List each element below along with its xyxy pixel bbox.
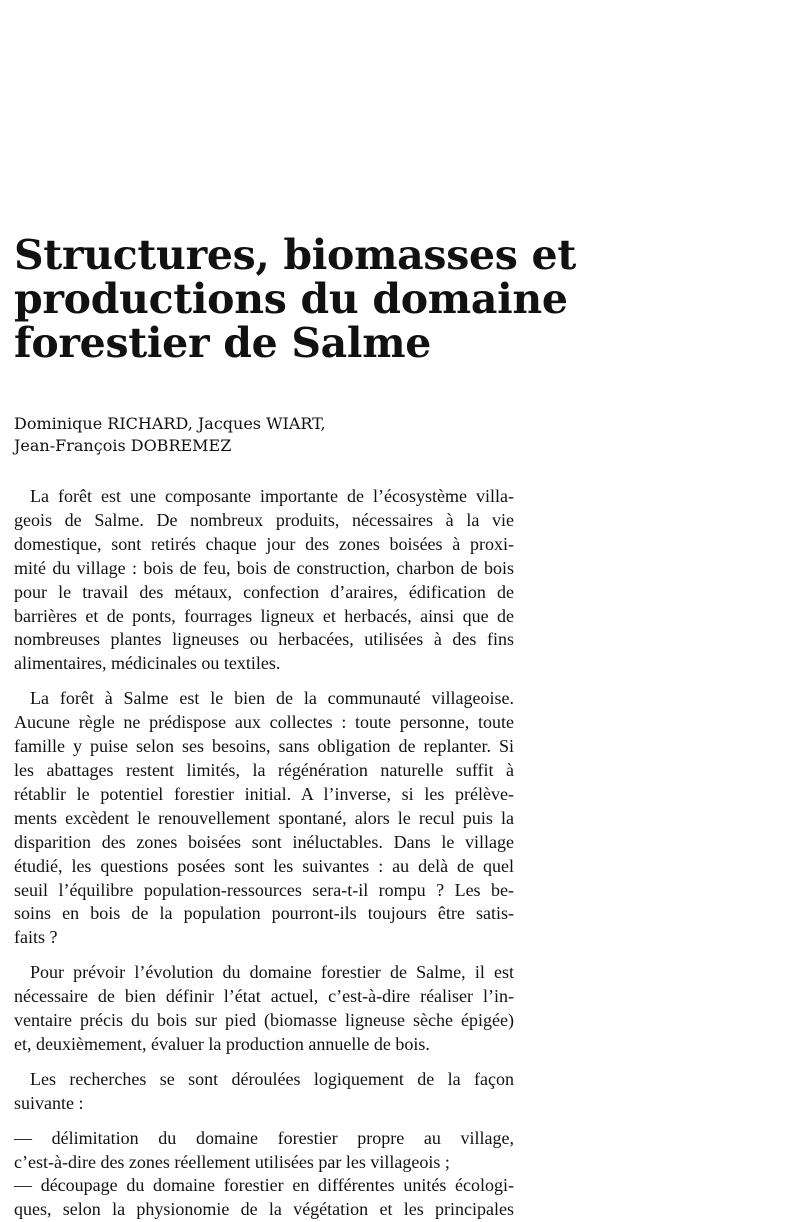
text-line: c’est-à-dire des zones réellement utilisées par les villageois ; — [14, 1151, 450, 1172]
list-item — [14, 1174, 514, 1222]
text-line: nécessaire de bien définir l’état actuel, c’est-à-dire réaliser l’in- — [14, 986, 514, 1007]
text-line: — délimitation du domaine forestier propre au village, — [14, 1127, 514, 1148]
title-line: Structures, biomasses et — [14, 231, 576, 279]
article-title — [14, 231, 576, 367]
title-line: productions du domaine — [14, 275, 568, 323]
title-line: forestier de Salme — [14, 319, 432, 367]
text-line: les abattages restent limités, la régénération naturelle suffit à — [14, 759, 514, 780]
author-list — [14, 413, 514, 456]
paragraph-4 — [14, 1068, 514, 1116]
text-line: alimentaires, médicinales ou textiles. — [14, 653, 281, 674]
text-line: domestique, sont retirés chaque jour des zones boisées à proxi- — [14, 533, 514, 554]
text-line: disparition des zones boisées sont inéluctables. Dans le village — [14, 831, 514, 852]
author-line: Dominique RICHARD, Jacques WIART, — [14, 414, 326, 433]
list-item — [14, 1127, 514, 1175]
text-line: famille y puise selon ses besoins, sans obligation de replanter. Si — [14, 736, 514, 757]
paragraph-2 — [14, 687, 514, 950]
text-line: geois de Salme. De nombreux produits, nécessaires à la vie — [14, 509, 514, 530]
article-page — [14, 231, 576, 1222]
text-line: Pour prévoir l’évolution du domaine forestier de Salme, il est — [30, 962, 514, 983]
text-line: La forêt à Salme est le bien de la communauté villageoise. — [30, 688, 514, 709]
text-line: soins en bois de la population pourront-ils toujours être satis- — [14, 903, 514, 924]
text-line: suivante : — [14, 1092, 84, 1113]
text-line: pour le travail des métaux, confection d’araires, édification de — [14, 581, 514, 602]
text-line: — découpage du domaine forestier en différentes unités écologi- — [14, 1175, 514, 1196]
text-line: La forêt est une composante importante de l’écosystème villa- — [30, 486, 514, 506]
article-body — [14, 485, 514, 1222]
text-line: étudié, les questions posées sont les suivantes : au delà de quel — [14, 855, 514, 876]
author-line: Jean-François DOBREMEZ — [14, 435, 232, 455]
text-line: rétablir le potentiel forestier initial. A l’inverse, si les prélève- — [14, 783, 514, 804]
text-line: mité du village : bois de feu, bois de construction, charbon de bois — [14, 557, 514, 578]
text-line: nombreuses plantes ligneuses ou herbacées, utilisées à des fins — [14, 629, 514, 650]
text-line: barrières et de ponts, fourrages ligneux et herbacés, ainsi que de — [14, 605, 514, 626]
paragraph-3 — [14, 961, 514, 1057]
text-line: faits ? — [14, 927, 58, 948]
paragraph-1 — [14, 485, 514, 676]
text-line: seuil l’équilibre population-ressources sera-t-il rompu ? Les be- — [14, 879, 514, 900]
text-line: Aucune règle ne prédispose aux collectes : toute personne, toute — [14, 712, 514, 733]
text-line: ments excèdent le renouvellement spontané, alors le recul puis la — [14, 807, 514, 828]
text-line: ques, selon la physionomie de la végétation et les principales — [14, 1199, 514, 1220]
text-line: et, deuxièmement, évaluer la production annuelle de bois. — [14, 1033, 430, 1054]
text-line: Les recherches se sont déroulées logiquement de la façon — [30, 1068, 514, 1089]
text-line: ventaire précis du bois sur pied (biomasse ligneuse sèche épigée) — [14, 1010, 514, 1031]
